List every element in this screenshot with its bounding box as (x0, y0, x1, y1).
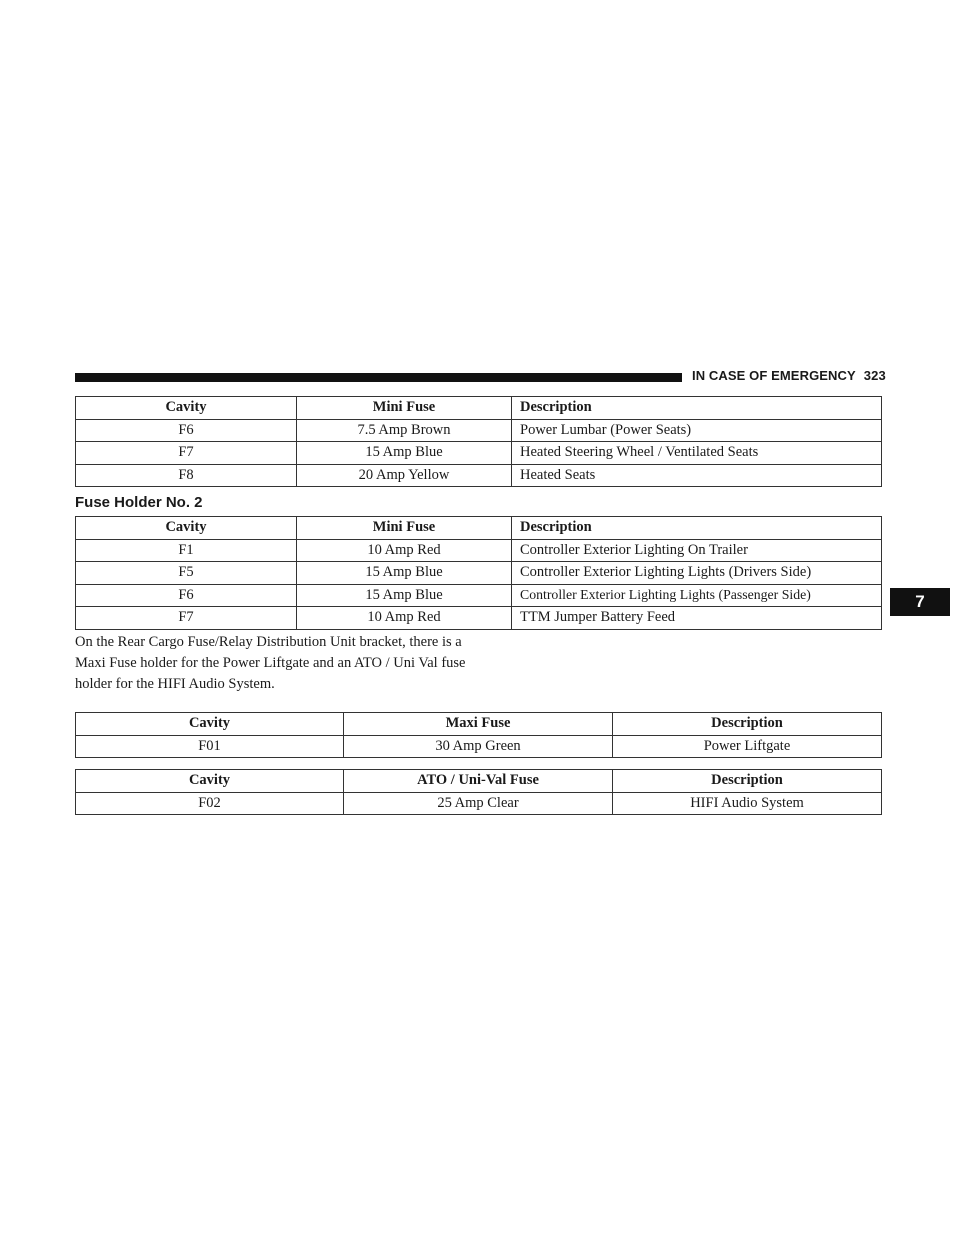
section-heading: Fuse Holder No. 2 (75, 494, 203, 511)
cell-description: Heated Seats (512, 464, 882, 487)
cell-cavity: F8 (76, 464, 297, 487)
body-paragraph: On the Rear Cargo Fuse/Relay Distribution Unit bracket, there is a Maxi Fuse holder for the Power Liftgate and an ATO / Uni Val fuse holder for the HIFI Audio System. (75, 634, 466, 692)
cell-description: Controller Exterior Lighting Lights (Passenger Side) (512, 584, 882, 607)
cell-fuse: 15 Amp Blue (297, 562, 512, 585)
cell-fuse: 10 Amp Red (297, 539, 512, 562)
table-row (76, 607, 882, 630)
cell-fuse: 15 Amp Blue (297, 584, 512, 607)
cell-fuse: 7.5 Amp Brown (297, 419, 512, 442)
cell-fuse: 10 Amp Red (297, 607, 512, 630)
cell-description: Power Lumbar (Power Seats) (512, 419, 882, 442)
cell-cavity: F01 (76, 735, 344, 758)
cell-description: Power Liftgate (613, 735, 882, 758)
cell-cavity: F6 (76, 584, 297, 607)
cell-description: Controller Exterior Lighting Lights (Drivers Side) (512, 562, 882, 585)
header-section-title: IN CASE OF EMERGENCY (692, 368, 856, 383)
column-header-fuse: Mini Fuse (297, 517, 512, 540)
fuse-table-1 (75, 396, 882, 487)
page-number: 323 (863, 368, 886, 383)
cell-fuse: 25 Amp Clear (344, 792, 613, 815)
cell-description: Heated Steering Wheel / Ventilated Seats (512, 442, 882, 465)
cell-cavity: F5 (76, 562, 297, 585)
table-row (76, 464, 882, 487)
maxi-fuse-table (75, 712, 882, 758)
table-row (76, 442, 882, 465)
cell-cavity: F7 (76, 442, 297, 465)
column-header-description: Description (613, 770, 882, 793)
cell-cavity: F1 (76, 539, 297, 562)
table-row (76, 562, 882, 585)
cell-cavity: F7 (76, 607, 297, 630)
cell-fuse: 15 Amp Blue (297, 442, 512, 465)
cell-fuse: 20 Amp Yellow (297, 464, 512, 487)
table-header-row (76, 770, 882, 793)
column-header-description: Description (512, 517, 882, 540)
table-row (76, 792, 882, 815)
chapter-tab: 7 (890, 588, 950, 616)
table-row (76, 419, 882, 442)
column-header-cavity: Cavity (76, 517, 297, 540)
column-header-fuse: ATO / Uni-Val Fuse (344, 770, 613, 793)
cell-description: TTM Jumper Battery Feed (512, 607, 882, 630)
column-header-cavity: Cavity (76, 713, 344, 736)
cell-cavity: F02 (76, 792, 344, 815)
column-header-fuse: Mini Fuse (297, 397, 512, 420)
fuse-table-2 (75, 516, 882, 630)
column-header-fuse: Maxi Fuse (344, 713, 613, 736)
running-header (692, 368, 892, 383)
table-row (76, 539, 882, 562)
column-header-cavity: Cavity (76, 770, 344, 793)
column-header-description: Description (613, 713, 882, 736)
cell-description: Controller Exterior Lighting On Trailer (512, 539, 882, 562)
column-header-cavity: Cavity (76, 397, 297, 420)
column-header-description: Description (512, 397, 882, 420)
header-rule (75, 373, 682, 382)
table-header-row (76, 397, 882, 420)
cell-cavity: F6 (76, 419, 297, 442)
table-header-row (76, 713, 882, 736)
table-row (76, 584, 882, 607)
cell-fuse: 30 Amp Green (344, 735, 613, 758)
cell-description: HIFI Audio System (613, 792, 882, 815)
ato-fuse-table (75, 769, 882, 815)
table-header-row (76, 517, 882, 540)
table-row (76, 735, 882, 758)
